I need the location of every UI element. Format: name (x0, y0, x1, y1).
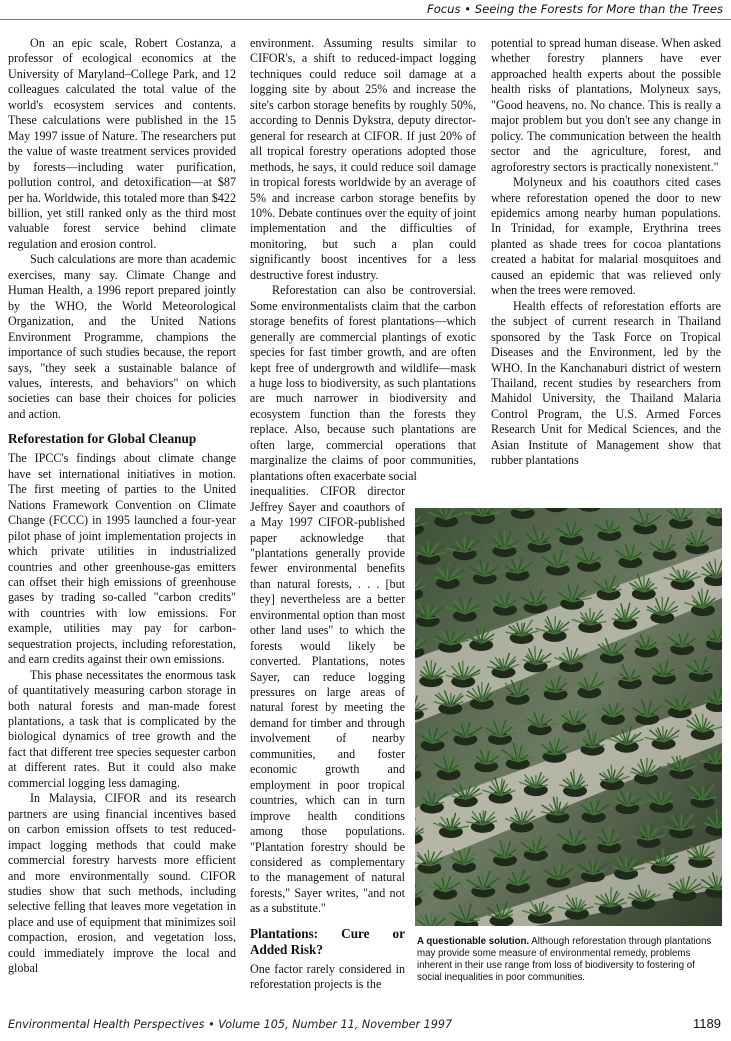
page-number: 1189 (693, 1016, 721, 1031)
paragraph: inequalities. CIFOR director Jeffrey Sayer and coauthors of a May 1997 CIFOR-published paper acknowledge that "plantations generally provide fewer environmental benefits than natural forests, . . . [but they] nevertheless are a better environmental option than most other land uses" to which the forests would likely be converted. Plantations, notes Sayer, can reduce logging pressures on large areas of natural forest by meeting the demand for timber and through involvement of nearby communities, and foster economic growth and employment in poor tropical countries, which can in turn improve health conditions among those populations. "Plantation forestry should be considered as complementary to the management of natural forests," Sayer writes, "and not as a substitute." (250, 484, 405, 916)
plantation-seedlings-photo (415, 508, 722, 926)
header-rule (0, 19, 731, 20)
paragraph: This phase necessitates the enormous task of quantitatively measuring carbon storage in both natural forests and man-made forest plantations, a task that is complicated by the biological dynamics of tree growth and the fact that different tree species sequester carbon at different rates. But it could also make commercial logging less damaging. (8, 667, 236, 790)
figure-caption (417, 936, 722, 984)
section-heading: Plantations: Cure or Added Risk? (250, 925, 405, 957)
paragraph: Health effects of reforestation efforts are the subject of current research in Thailand sponsored by the Task Force on Tropical Diseases and the Environment, led by the WHO. In the Kanchanaburi district of western Thailand, recent studies by researchers from Mahidol University, the Thailand Malaria Control Program, the U.S. Armed Forces Research Unit for Medical Sciences, and the Asian Institute of Management show that rubber plantations (491, 298, 721, 468)
paragraph: On an epic scale, Robert Costanza, a professor of ecological economics at the University of Maryland–College Park, and 12 colleagues calculated the total value of the world's ecosystem services and contents. These calculations were published in the 15 May 1997 issue of Nature. The researchers put the value of waste treatment services provided by forests—including water purification, pollution control, and detoxification—at $87 per ha. Worldwide, this totaled more than $422 billion, yet still ranked only as the third most valuable forest service behind climate regulation and erosion control. (8, 36, 236, 251)
caption-title: A questionable solution. (417, 936, 530, 947)
seedling-trays-image (415, 508, 722, 926)
paragraph: Such calculations are more than academic exercises, many say. Climate Change and Human Health, a 1996 report prepared jointly by the WHO, the World Meteorological Organization, and the United Nations Environment Programme, champions the importance of such studies because, the report says, "they seek a sustainable balance of values, interests, and behaviors" on which societies can base their choices for policies and action. (8, 252, 236, 421)
paragraph: One factor rarely considered in reforestation projects is the (250, 961, 405, 992)
paragraph: potential to spread human disease. When asked whether forestry planners have ever approached health experts about the possible health risks of plantations, Molyneux says, "Good heavens, no. No chance. This is really a major problem but you don't see any change in policy. The communication between the health sector and the agriculture, forest, and agroforestry sectors is practically nonexistent." (491, 36, 721, 174)
section-heading: Reforestation for Global Cleanup (8, 431, 197, 447)
column-1 (8, 36, 236, 977)
paragraph: The IPCC's findings about climate change have set international initiatives in motion. The first meeting of parties to the United Nations Framework Convention on Climate Change (FCCC) in 1995 launched a four-year pilot phase of joint implementation projects in which private utilities in industrialized countries and other greenhouse-gas emitters can offset their high emissions of greenhouse gases by trading so-called "carbon credits" with countries with low emissions. For example, utilities may pay for carbon-sequestration projects, including reforestation, and earn credits against their own emissions. (8, 451, 236, 667)
caption-text: Although reforestation through plantations may provide some measure of environmental remedy, problems inherent in their use range from loss of biodiversity to fostering of social inequalities in poor communities. (417, 936, 712, 983)
paragraph: Molyneux and his coauthors cited cases where reforestation opened the door to new epidemics among nearby human populations. In Trinidad, for example, Erythrina trees planted as shade trees for cocoa plantations created a habitat for malarial mosquitoes and caused an epidemic that was relieved only when the trees were removed. (491, 175, 721, 298)
column-3 (491, 36, 721, 469)
journal-citation: Environmental Health Perspectives • Volume 105, Number 11, November 1997 (8, 1018, 453, 1031)
paragraph: Reforestation can also be controversial. Some environmentalists claim that the carbon storage benefits of forest plantations—which generally are commercial plantings of exotic species for fast timber growth, and are often kept free of undergrowth and wildlife—mask a huge loss to biodiversity, as such plantations are much narrower in biodiversity and ecosystem function than the forests they replace. Also, because such plantations are often large, commercial operations that marginalize the claims of poor communities, plantations often exacerbate social (250, 283, 476, 483)
running-head: Focus • Seeing the Forests for More than the Trees (427, 2, 723, 16)
paragraph: In Malaysia, CIFOR and its research partners are using financial incentives based on carbon emission offsets to test reduced-impact logging methods that could make commercial forestry harvests more efficient and more environmentally sound. CIFOR studies show that such methods, including selective felling that leaves more vegetation in place and use of equipment that minimizes soil compaction, erosion, and vegetation loss, could immediately improve the local and global (8, 791, 236, 976)
paragraph: environment. Assuming results similar to CIFOR's, a shift to reduced-impact logging techniques could reduce soil damage at a logging site by about 25% and increase the site's carbon storage benefits by roughly 50%, according to Dennis Dykstra, deputy director-general for research at CIFOR. If just 20% of all tropical forestry operations adopted those methods, he says, it could reduce soil damage in tropical forests worldwide by an average of 5% and increase carbon storage benefits by 10%. Debate continues over the equity of joint implementation and the difficulties of monitoring, but such a plan could significantly boost incentives for a less destructive forest industry. (250, 36, 476, 282)
